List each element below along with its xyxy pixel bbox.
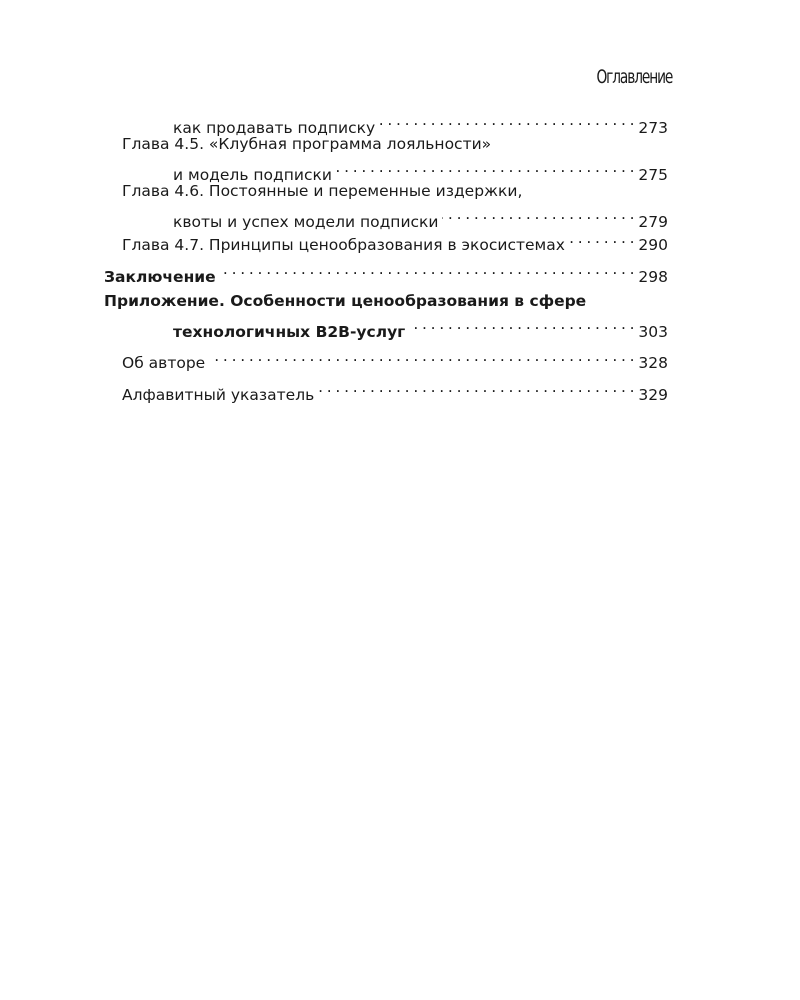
- toc-entry-title-cont: квоты и успех модели подписки: [173, 212, 439, 231]
- toc-entry-title: Заключение: [104, 267, 216, 286]
- toc-entry-conclusion: [104, 258, 668, 286]
- toc-entry-appendix-line2: [104, 313, 668, 341]
- dot-leader: [409, 313, 634, 337]
- toc-entry-chapter-4-6-line1: [104, 180, 668, 204]
- toc-entry-title: Глава 4.6. Постоянные и переменные издержки,: [122, 181, 523, 200]
- toc-entry-about-author: [104, 345, 668, 372]
- toc-entry-title: Глава 4.7. Принципы ценообразования в экосистемах: [122, 236, 565, 254]
- dot-leader: [209, 345, 634, 369]
- toc-entry-chapter-4-5-line2: [104, 156, 668, 184]
- dot-leader: [318, 376, 634, 400]
- toc-page-number: 290: [638, 236, 668, 254]
- toc-entry-title: Алфавитный указатель: [122, 385, 315, 404]
- toc-entry-title: как продавать подписку: [173, 118, 376, 137]
- dot-leader: [379, 109, 634, 133]
- dot-leader: [442, 203, 634, 227]
- toc-page-number: 275: [638, 165, 668, 184]
- toc-entry-chapter-4-5-line1: [104, 133, 668, 157]
- table-of-contents: [104, 109, 668, 404]
- toc-page-number: 279: [638, 212, 668, 231]
- toc-entry-title: Приложение. Особенности ценообразования в сфере: [104, 291, 587, 310]
- toc-entry-index: [104, 376, 668, 404]
- toc-entry-chapter-4-6-line2: [104, 203, 668, 231]
- toc-page-number: 303: [638, 322, 668, 341]
- dot-leader: [569, 227, 634, 251]
- toc-entry-appendix-line1: [104, 290, 668, 314]
- toc-entry-sell-subscription: [104, 109, 668, 137]
- toc-page-number: 329: [638, 385, 668, 404]
- toc-entry-title-cont: технологичных B2B-услуг: [173, 322, 406, 341]
- toc-page-number: 298: [638, 267, 668, 286]
- dot-leader: [336, 156, 634, 180]
- dot-leader: [220, 258, 634, 282]
- toc-entry-title-cont: и модель подписки: [173, 165, 332, 184]
- toc-page-number: 273: [638, 118, 668, 137]
- toc-entry-title: Об авторе: [122, 354, 206, 372]
- running-header: Оглавление: [596, 66, 672, 88]
- toc-entry-title: Глава 4.5. «Клубная программа лояльности»: [122, 134, 492, 153]
- toc-page-number: 328: [638, 354, 668, 372]
